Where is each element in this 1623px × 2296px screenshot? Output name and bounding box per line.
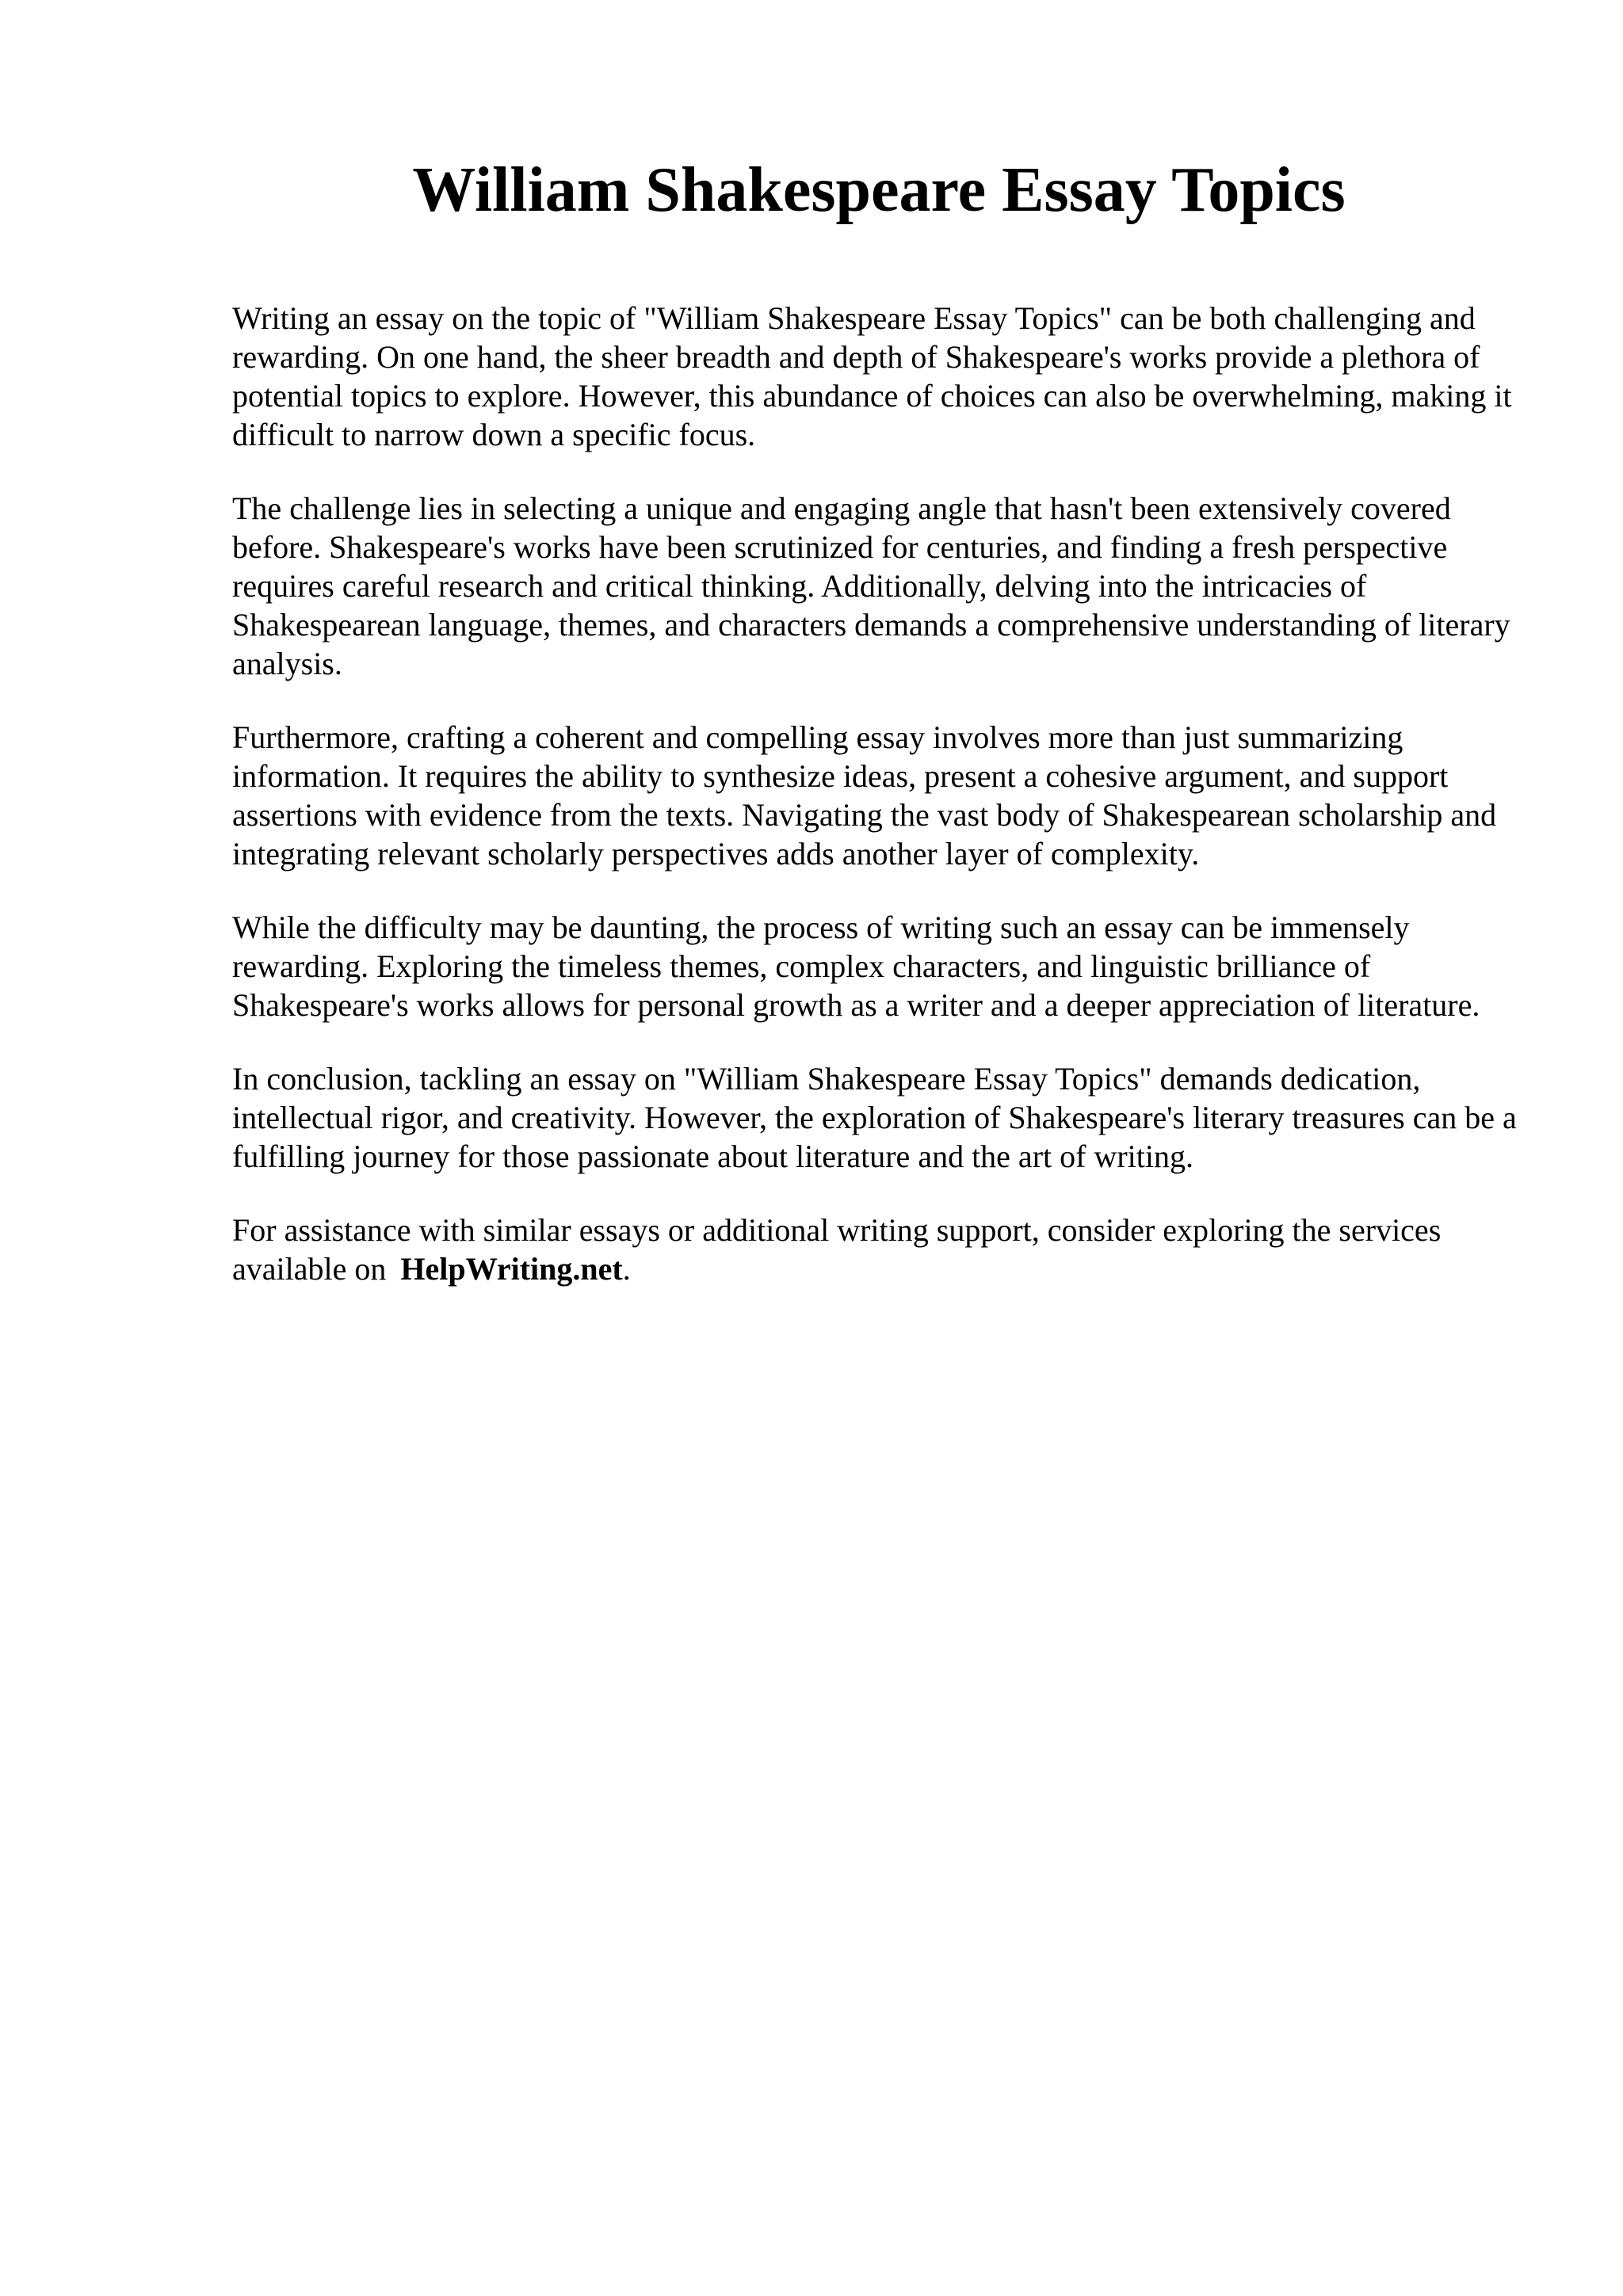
paragraph: In conclusion, tackling an essay on "William Shakespeare Essay Topics" demands dedication, intellectual rigor, and creativity. However, the exploration of Shakespeare's literary treasures can be a fulfilling journey for those passionate about literature and the art of writing.: [232, 1061, 1517, 1174]
document-title: William Shakespeare Essay Topics: [412, 155, 1346, 225]
paragraph: While the difficulty may be daunting, the process of writing such an essay can be immensely rewarding. Exploring the timeless themes, complex characters, and linguistic brilliance of Shakespeare's works allows for personal growth as a writer and a deeper appreciation of literature.: [232, 910, 1480, 1023]
paragraph: Furthermore, crafting a coherent and compelling essay involves more than just summarizing information. It requires the ability to synthesize ideas, present a cohesive argument, and support assertions with evidence from the texts. Navigating the vast body of Shakespearean scholarship and integrating relevant scholarly perspectives adds another layer of complexity.: [232, 719, 1497, 871]
paragraph: The challenge lies in selecting a unique and engaging angle that hasn't been extensively covered before. Shakespeare's works have been scrutinized for centuries, and finding a fresh perspective requires careful research and critical thinking. Additionally, delving into the intricacies of Shakespearean language, themes, and characters demands a comprehensive understanding of literary analysis.: [232, 490, 1510, 681]
closing-paragraph: [232, 1211, 1524, 1288]
document-body: [232, 299, 1524, 1323]
paragraph: Writing an essay on the topic of "William Shakespeare Essay Topics" can be both challenging and rewarding. On one hand, the sheer breadth and depth of Shakespeare's works provide a plethora of potential topics to explore. However, this abundance of choices can also be overwhelming, making it difficult to narrow down a specific focus.: [232, 300, 1512, 452]
helpwriting-link[interactable]: HelpWriting.net: [400, 1251, 623, 1287]
closing-text: For assistance with similar essays or additional writing support, consider exploring the services available on: [232, 1212, 1442, 1287]
closing-period: .: [622, 1251, 631, 1287]
